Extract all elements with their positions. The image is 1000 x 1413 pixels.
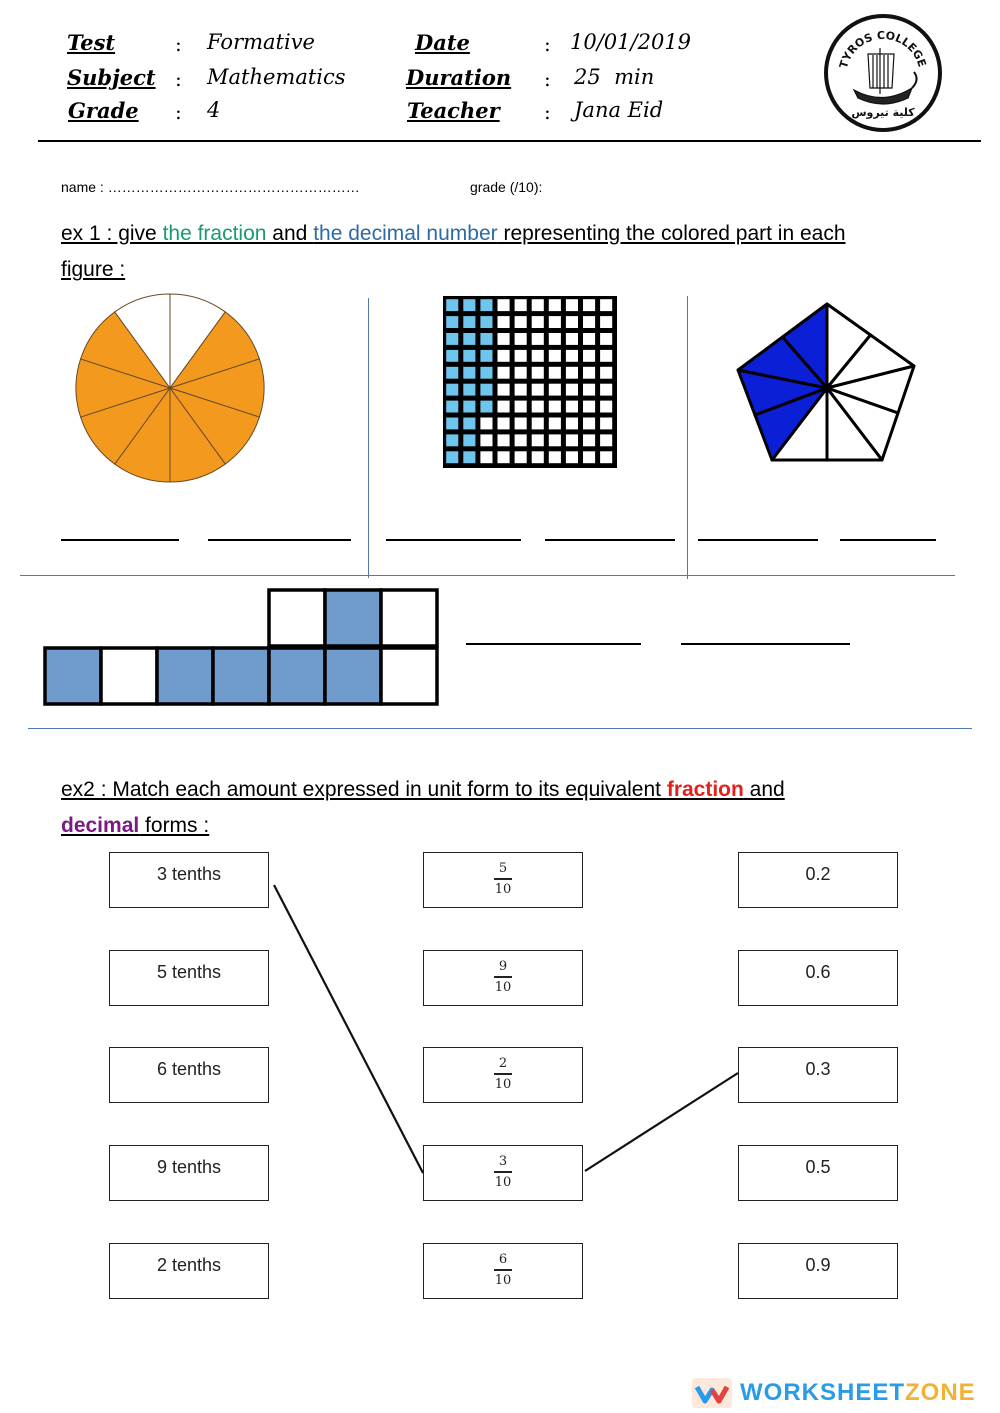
column-divider bbox=[368, 298, 369, 578]
unit-form-box[interactable]: 9 tenths bbox=[109, 1145, 269, 1201]
colon: : bbox=[544, 100, 551, 124]
teacher-value: Jana Eid bbox=[574, 98, 664, 122]
date-label: Date bbox=[415, 30, 470, 55]
fraction-highlight: fraction bbox=[666, 778, 744, 801]
decimal-highlight: decimal bbox=[61, 814, 140, 837]
colon: : bbox=[175, 100, 182, 124]
unit-form-box[interactable]: 6 tenths bbox=[109, 1047, 269, 1103]
fraction-box[interactable]: $\frac{5}{10}$ bbox=[423, 852, 583, 908]
column-divider bbox=[687, 296, 688, 579]
worksheetzone-logo-icon bbox=[692, 1378, 732, 1408]
colon: : bbox=[544, 32, 551, 56]
name-field[interactable]: name : ……………………………………………… bbox=[61, 179, 360, 195]
svg-text:TYROS COLLEGE: TYROS COLLEGE bbox=[836, 28, 929, 70]
unit-form-box[interactable]: 3 tenths bbox=[109, 852, 269, 908]
decimal-box[interactable]: 0.9 bbox=[738, 1243, 898, 1299]
header-divider bbox=[38, 140, 981, 142]
grade-field: grade (/10): bbox=[470, 179, 543, 195]
answer-line-decimal-3[interactable] bbox=[840, 539, 936, 541]
pie-figure bbox=[74, 292, 266, 484]
test-label: Test bbox=[67, 30, 116, 55]
duration-value: 25 min bbox=[574, 65, 655, 89]
answer-line-decimal-2[interactable] bbox=[545, 539, 675, 541]
grade-label: Grade bbox=[68, 98, 139, 123]
squares-figure bbox=[43, 588, 439, 708]
fraction-box[interactable]: $\frac{9}{10}$ bbox=[423, 950, 583, 1006]
answer-line-fraction-1[interactable] bbox=[61, 539, 179, 541]
hundred-grid-figure bbox=[443, 296, 617, 468]
answer-line-decimal-4[interactable] bbox=[681, 643, 850, 645]
pentagon-figure bbox=[732, 300, 918, 465]
fraction-box[interactable]: $\frac{3}{10}$ bbox=[423, 1145, 583, 1201]
answer-line-fraction-4[interactable] bbox=[466, 643, 641, 645]
decimal-box[interactable]: 0.2 bbox=[738, 852, 898, 908]
fraction-box[interactable]: $\frac{6}{10}$ bbox=[423, 1243, 583, 1299]
fraction-box[interactable]: $\frac{2}{10}$ bbox=[423, 1047, 583, 1103]
fraction-highlight: the fraction bbox=[162, 222, 267, 245]
decimal-box[interactable]: 0.6 bbox=[738, 950, 898, 1006]
decimal-highlight: the decimal number bbox=[313, 222, 498, 245]
viking-ship-icon bbox=[828, 18, 938, 128]
svg-text:كلية تيروس: كلية تيروس bbox=[851, 106, 915, 119]
row-divider bbox=[28, 728, 972, 729]
date-value: 10/01/2019 bbox=[570, 30, 692, 54]
ex2-instruction: ex2 : Match each amount expressed in unit form to its equivalent fraction and decimal forms : bbox=[61, 778, 785, 837]
decimal-box[interactable]: 0.5 bbox=[738, 1145, 898, 1201]
ex1-instruction: ex 1 : give the fraction and the decimal number representing the colored part in each figure : bbox=[61, 222, 846, 281]
unit-form-box[interactable]: 5 tenths bbox=[109, 950, 269, 1006]
answer-line-fraction-3[interactable] bbox=[698, 539, 818, 541]
answer-line-fraction-2[interactable] bbox=[386, 539, 521, 541]
colon: : bbox=[175, 67, 182, 91]
row-divider bbox=[20, 575, 955, 576]
subject-label: Subject bbox=[67, 65, 156, 90]
colon: : bbox=[175, 32, 182, 56]
test-value: Formative bbox=[207, 30, 315, 54]
answer-line-decimal-1[interactable] bbox=[208, 539, 351, 541]
school-logo bbox=[824, 14, 942, 132]
decimal-box[interactable]: 0.3 bbox=[738, 1047, 898, 1103]
colon: : bbox=[544, 67, 551, 91]
grade-value: 4 bbox=[207, 98, 221, 122]
unit-form-box[interactable]: 2 tenths bbox=[109, 1243, 269, 1299]
teacher-label: Teacher bbox=[407, 98, 500, 123]
subject-value: Mathematics bbox=[207, 65, 346, 89]
duration-label: Duration bbox=[406, 65, 512, 90]
worksheetzone-watermark: WORKSHEETZONE bbox=[692, 1378, 976, 1408]
